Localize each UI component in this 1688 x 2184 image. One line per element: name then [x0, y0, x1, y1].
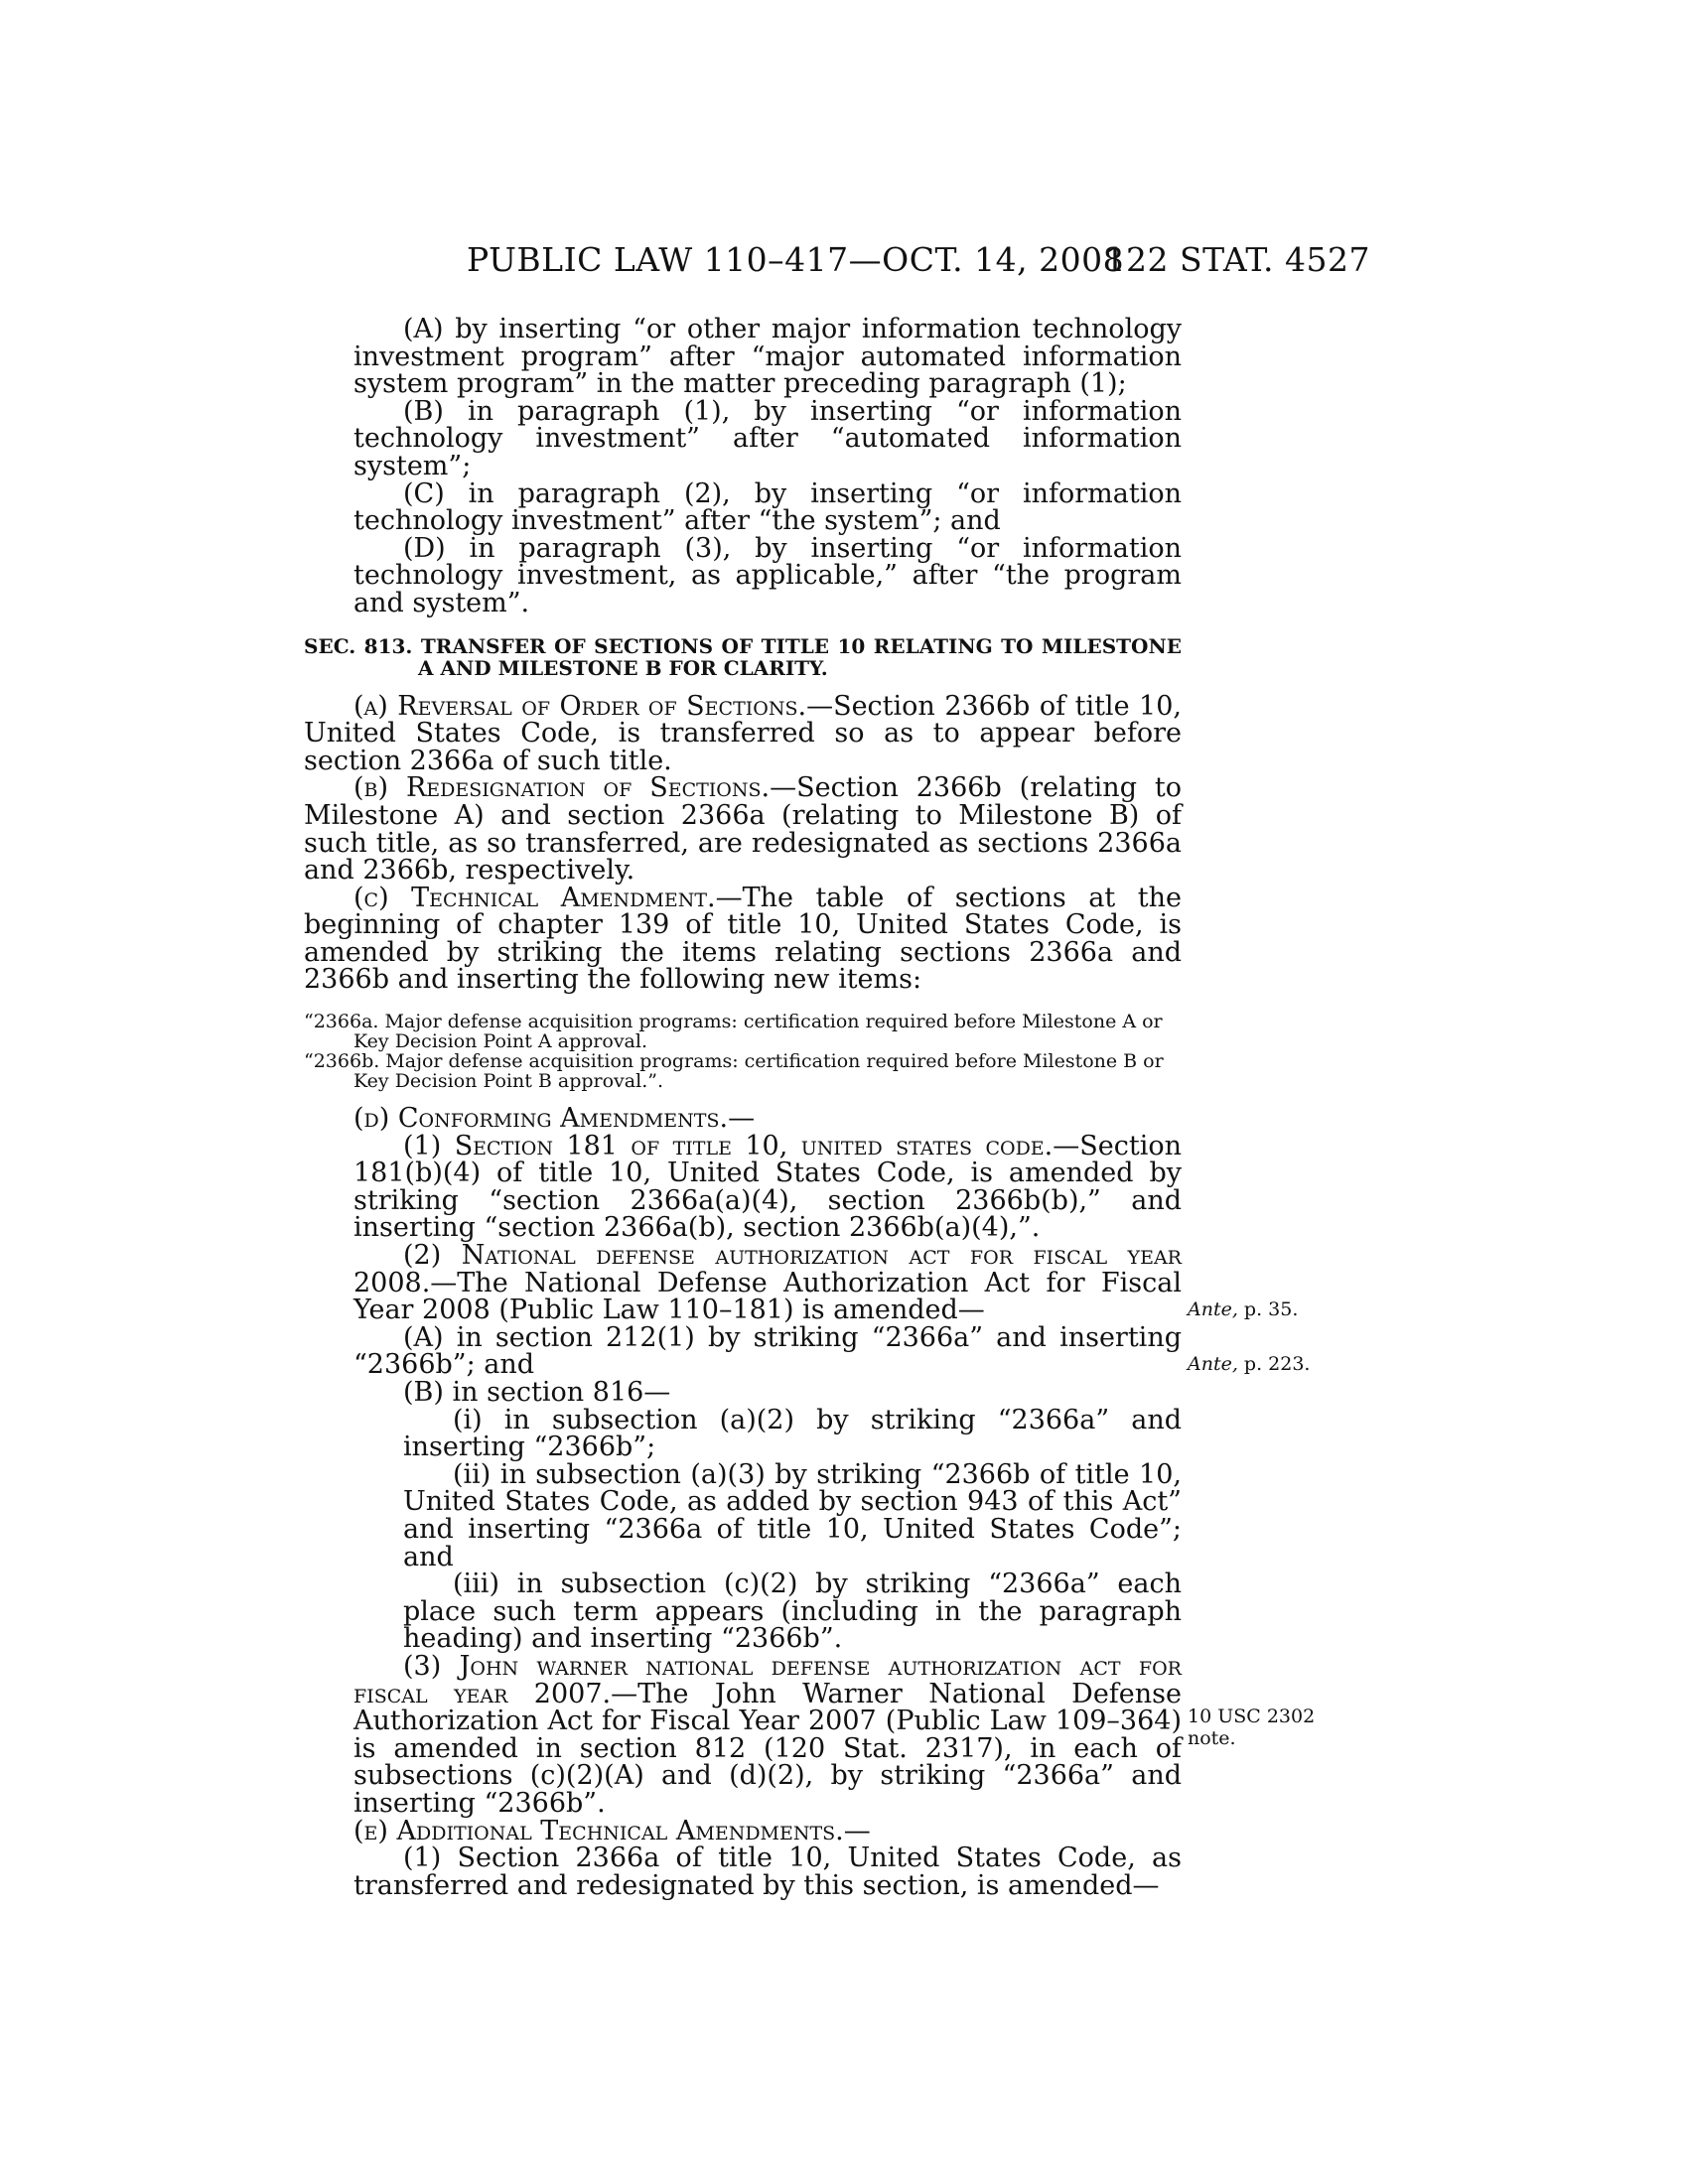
table-item-2366a: “2366a. Major defense acquisition programs: certification required before Milestone A or Key Decision Point A approval.	[304, 1011, 1163, 1053]
paragraph-d2-a: (A) in section 212(1) by striking “2366a” and inserting “2366b”; and	[353, 1321, 1182, 1381]
subsection-a	[304, 690, 1182, 776]
subsection-a-heading: (a) Reversal of Order of Sections.	[353, 690, 807, 722]
table-of-sections	[304, 1012, 1182, 1091]
paragraph-d1	[304, 1130, 1182, 1244]
clause-b: (B) in paragraph (1), by inserting “or information technology investment” after “automated information system”;	[353, 395, 1182, 481]
margin-note-ante-35-rest: p. 35.	[1237, 1298, 1299, 1320]
paragraph-d2-b: (B) in section 816—	[403, 1377, 671, 1408]
subsection-b-text: —Section 2366b (relating to Milestone A) and section 2366a (relating to Milestone B) of such title, as so transferred, are redesignated as sections 2366a and 2366b, respectively.	[304, 772, 1182, 887]
subsection-d-dash: —	[728, 1103, 756, 1135]
table-item-2366b: “2366b. Major defense acquisition programs: certification required before Milestone B or Key Decision Point B approval.”.	[304, 1050, 1164, 1093]
subsection-c-heading: (c) Technical Amendment.	[353, 882, 716, 913]
margin-note-usc-line1: 10 USC 2302	[1188, 1706, 1316, 1727]
paragraph-d2-heading: (2) National defense authorization act for fiscal year 2008.	[353, 1240, 1182, 1298]
paragraph-d3	[304, 1650, 1183, 1819]
paragraph-e1: (1) Section 2366a of title 10, United States Code, as transferred and redesignated by this section, is amended—	[353, 1843, 1182, 1901]
subsection-c-text: —The table of sections at the beginning of chapter 139 of title 10, United States Code, is amended by striking the items relating sections 2366a and 2366b and inserting the following new items:	[304, 882, 1182, 996]
clause-d: (D) in paragraph (3), by inserting “or information technology investment, as applicable,” after “the program and system”.	[353, 532, 1182, 618]
paragraph-d2-text: —The National Defense Authorization Act for Fiscal Year 2008 (Public Law 110–181) is amended—	[353, 1267, 1182, 1326]
margin-note-ante-223	[1188, 1353, 1310, 1375]
margin-note-ante-223-italic: Ante,	[1188, 1353, 1238, 1375]
subsection-d-heading: (d) Conforming Amendments.	[353, 1103, 729, 1135]
clause-a: (A) by inserting “or other major information technology investment program” after “major automated information system program” in the matter preceding paragraph (1);	[353, 314, 1182, 400]
subsection-d	[304, 1105, 1182, 1133]
subsection-e-dash: —	[843, 1815, 871, 1846]
margin-note-ante-223-rest: p. 223.	[1237, 1353, 1311, 1375]
clause-d2-b-i: (i) in subsection (a)(2) by striking “2366a” and inserting “2366b”;	[403, 1404, 1182, 1463]
margin-note-ante-35	[1188, 1298, 1298, 1320]
paragraph-d2	[304, 1242, 1182, 1324]
page-number: 122 STAT. 4527	[1104, 240, 1370, 279]
section-heading: SEC. 813. TRANSFER OF SECTIONS OF TITLE 10 RELATING TO MILESTONE A AND MILESTONE B FOR CLARITY.	[304, 633, 1182, 680]
subsection-a-text: —Section 2366b of title 10, United States Code, is transferred so as to appear before section 2366a of such title.	[304, 690, 1182, 776]
paragraph-d1-heading: (1) Section 181 of title 10, united states code.	[403, 1130, 1054, 1161]
margin-note-usc-line2: note.	[1188, 1727, 1236, 1749]
subsection-b-heading: (b) Redesignation of Sections.	[353, 772, 771, 804]
paragraph-d3-heading: (3) John warner national defense authorization act for fiscal year 2007.	[353, 1650, 1182, 1709]
margin-note-ante-35-italic: Ante,	[1188, 1298, 1238, 1320]
margin-note-usc	[1188, 1706, 1315, 1749]
clause-c: (C) in paragraph (2), by inserting “or information technology investment” after “the system”; and	[353, 478, 1182, 537]
running-header-title: PUBLIC LAW 110–417—OCT. 14, 2008	[467, 240, 1125, 279]
subsection-e-heading: (e) Additional Technical Amendments.	[353, 1815, 844, 1846]
document-body	[304, 316, 1182, 1899]
clause-d2-b-iii: (iii) in subsection (c)(2) by striking “2366a” each place such term appears (including in the paragraph heading) and inserting “2366b”.	[403, 1569, 1182, 1655]
paragraph-d3-text: —The John Warner National Defense Authorization Act for Fiscal Year 2007 (Public Law 109–364) is amended in section 812 (120 Stat. 2317), in each of subsections (c)(2)(A) and (d)(2), by striking “2366a” and inserting “2366b”.	[353, 1678, 1183, 1819]
subsection-b	[304, 772, 1182, 887]
clause-d2-b-ii: (ii) in subsection (a)(3) by striking “2366b of title 10, United States Code, as added by section 943 of this Act” and inserting “2366a of title 10, United States Code”; and	[403, 1458, 1182, 1572]
subsection-c	[304, 882, 1182, 996]
subsection-e	[304, 1815, 1182, 1846]
paragraph-d1-text: —Section 181(b)(4) of title 10, United States Code, is amended by striking “section 2366a(a)(4), section 2366b(b),” and inserting “section 2366a(b), section 2366b(a)(4),”.	[353, 1130, 1182, 1244]
